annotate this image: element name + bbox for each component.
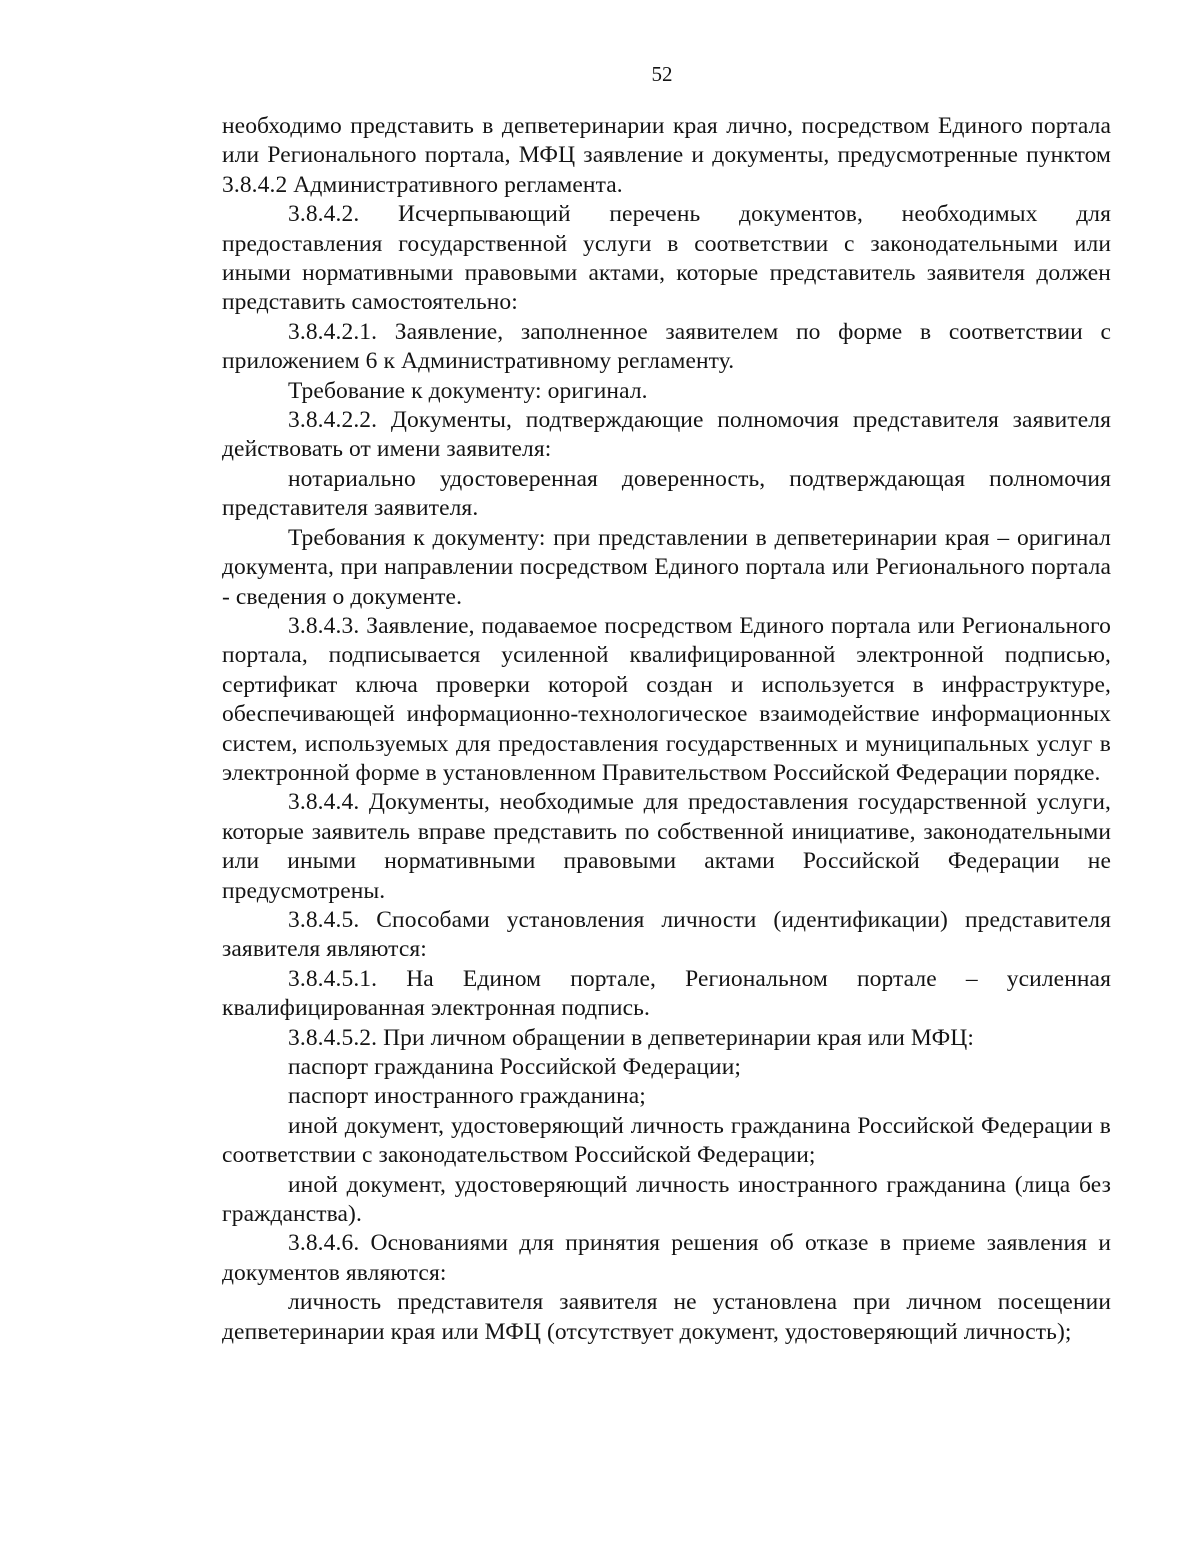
paragraph-3-8-4-2-1: 3.8.4.2.1. Заявление, заполненное заявителем по форме в соответствии с приложением 6 к Административному регламенту. [222,318,1111,375]
list-item-other-document-rf: иной документ, удостоверяющий личность гражданина Российской Федерации в соответствии с законодательством Российской Федерации; [222,1112,1111,1169]
paragraph-3-8-4-5: 3.8.4.5. Способами установления личности (идентификации) представителя заявителя являются: [222,906,1111,963]
paragraph-3-8-4-2: 3.8.4.2. Исчерпывающий перечень документов, необходимых для предоставления государственной услуги в соответствии с законодательными или иными нормативными правовыми актами, которые представитель заявителя должен представить самостоятельно: [222,201,1111,316]
list-item-identity-not-established: личность представителя заявителя не установлена при личном посещении депветеринарии края или МФЦ (отсутствует документ, удостоверяющий личность); [222,1289,1111,1345]
list-item-passport-rf: паспорт гражданина Российской Федерации; [288,1054,742,1080]
paragraph-continuation: необходимо представить в депветеринарии края лично, посредством Единого портала или Регионального портала, МФЦ заявление и документы, предусмотренные пунктом 3.8.4.2 Административного регламента. [222,113,1111,198]
paragraph-3-8-4-6: 3.8.4.6. Основаниями для принятия решения об отказе в приеме заявления и документов являются: [222,1230,1111,1286]
paragraph-3-8-4-5-1: 3.8.4.5.1. На Едином портале, Региональном портале – усиленная квалифицированная электронная подпись. [222,965,1111,1022]
paragraph-document-requirements: Требования к документу: при представлении в депветеринарии края – оригинал документа, при направлении посредством Единого портала или Регионального портала - сведения о документе. [222,524,1111,610]
document-body [222,112,1111,1347]
list-item-passport-foreign: паспорт иностранного гражданина; [288,1083,646,1110]
paragraph-power-of-attorney: нотариально удостоверенная доверенность, подтверждающая полномочия представителя заявителя. [222,465,1111,522]
list-item-other-document-foreign: иной документ, удостоверяющий личность иностранного гражданина (лица без гражданства). [222,1171,1111,1228]
page-number: 52 [651,62,673,86]
paragraph-3-8-4-5-2: 3.8.4.5.2. При личном обращении в депветеринарии края или МФЦ: [288,1024,974,1051]
paragraph-3-8-4-3: 3.8.4.3. Заявление, подаваемое посредством Единого портала или Регионального портала, подписывается усиленной квалифицированной электронной подписью, сертификат ключа проверки которой создан и используется в инфраструктуре, обеспечивающей информационно-технологическое взаимодействие информационных систем, используемых для предоставления государственных и муниципальных услуг в электронной форме в установленном Правительством Российской Федерации порядке. [222,612,1111,786]
paragraph-requirement-original: Требование к документу: оригинал. [288,377,648,404]
paragraph-3-8-4-2-2: 3.8.4.2.2. Документы, подтверждающие полномочия представителя заявителя действовать от имени заявителя: [222,407,1111,463]
paragraph-3-8-4-4: 3.8.4.4. Документы, необходимые для предоставления государственной услуги, которые заявитель вправе представить по собственной инициативе, законодательными или иными нормативными правовыми актами Российской Федерации не предусмотрены. [222,789,1111,904]
